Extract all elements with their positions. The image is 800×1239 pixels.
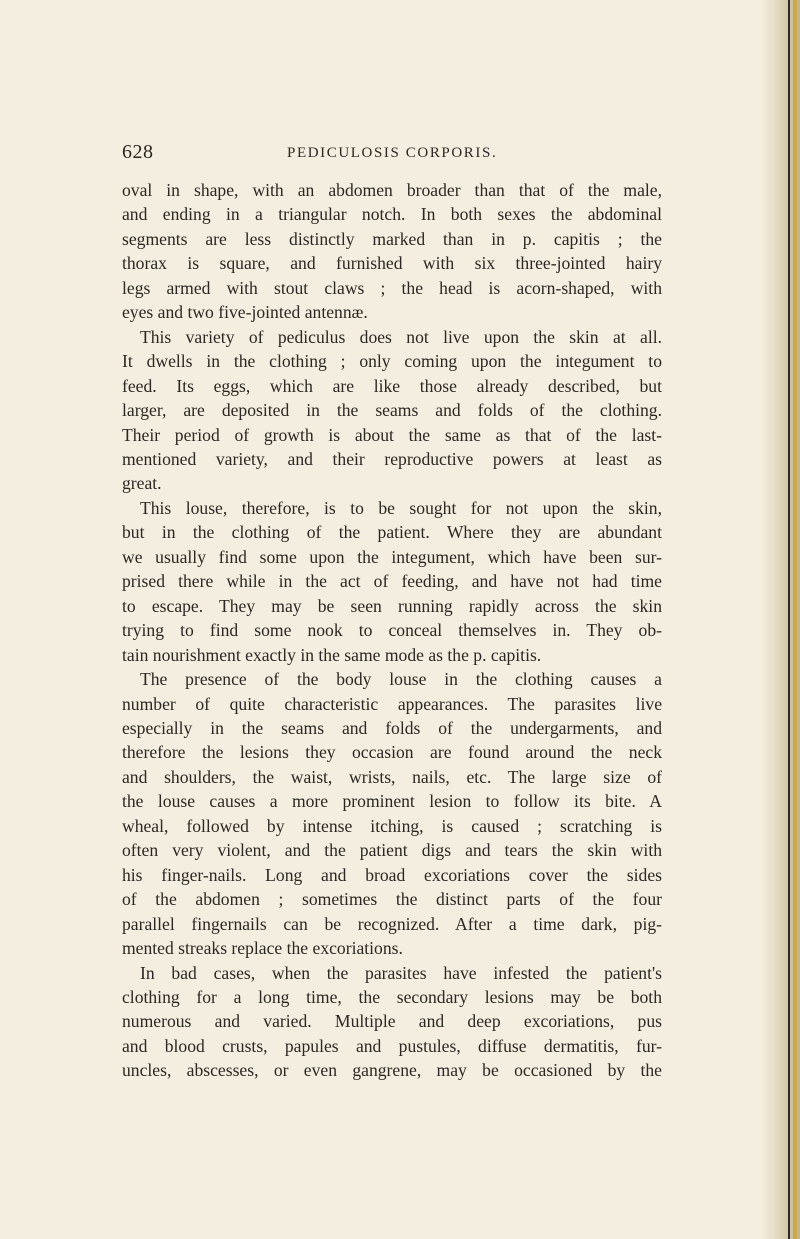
text-line: numerous and varied. Multiple and deep excoriations, pus bbox=[122, 1011, 662, 1032]
text-line: the louse causes a more prominent lesion to follow its bite. A bbox=[122, 791, 662, 812]
text-line: often very violent, and the patient digs and tears the skin with bbox=[122, 840, 662, 861]
text-line: and ending in a triangular notch. In both sexes the abdominal bbox=[122, 204, 662, 225]
text-line: great. bbox=[122, 473, 162, 494]
paragraph bbox=[122, 178, 662, 325]
text-line: uncles, abscesses, or even gangrene, may be occasioned by the bbox=[122, 1060, 662, 1081]
text-line: especially in the seams and folds of the undergarments, and bbox=[122, 717, 662, 738]
text-line: we usually find some upon the integument, which have been sur- bbox=[122, 546, 662, 567]
binding-edge bbox=[788, 0, 790, 1239]
text-line: to escape. They may be seen running rapidly across the skin bbox=[122, 595, 662, 616]
text-line: mented streaks replace the excoriations. bbox=[122, 938, 403, 959]
binding-edge-gilt bbox=[793, 0, 797, 1239]
text-line: mentioned variety, and their reproductive powers at least as bbox=[122, 448, 662, 469]
text-line: feed. Its eggs, which are like those already described, but bbox=[122, 375, 662, 396]
text-line: tain nourishment exactly in the same mode as the p. capitis. bbox=[122, 644, 542, 665]
text-line: therefore the lesions they occasion are found around the neck bbox=[122, 742, 662, 763]
running-head: PEDICULOSIS CORPORIS. bbox=[287, 145, 498, 161]
text-line: This louse, therefore, is to be sought for not upon the skin, bbox=[140, 497, 662, 518]
text-line: Their period of growth is about the same as that of the last- bbox=[122, 424, 662, 445]
text-line: but in the clothing of the patient. Where they are abundant bbox=[122, 522, 662, 543]
text-line: wheal, followed by intense itching, is caused ; scratching is bbox=[122, 815, 662, 836]
text-line: The presence of the body louse in the clothing causes a bbox=[140, 669, 662, 690]
text-line: It dwells in the clothing ; only coming upon the integument to bbox=[122, 351, 662, 372]
page-number: 628 bbox=[122, 141, 154, 163]
text-line: legs armed with stout claws ; the head is acorn-shaped, with bbox=[122, 277, 662, 298]
text-line: This variety of pediculus does not live upon the skin at all. bbox=[140, 326, 662, 347]
text-line: trying to find some nook to conceal themselves in. They ob- bbox=[122, 620, 662, 641]
text-line: thorax is square, and furnished with six three-jointed hairy bbox=[122, 253, 662, 274]
paragraph bbox=[122, 496, 662, 667]
text-line: In bad cases, when the parasites have infested the patient's bbox=[140, 962, 662, 983]
text-line: parallel fingernails can be recognized. After a time dark, pig- bbox=[122, 913, 662, 934]
text-line: and shoulders, the waist, wrists, nails, etc. The large size of bbox=[122, 766, 662, 787]
text-line: of the abdomen ; sometimes the distinct parts of the four bbox=[122, 889, 662, 910]
paragraph bbox=[122, 961, 662, 1083]
body-text bbox=[122, 178, 662, 1083]
text-line: and blood crusts, papules and pustules, diffuse dermatitis, fur- bbox=[122, 1035, 662, 1056]
text-line: segments are less distinctly marked than in p. capitis ; the bbox=[122, 228, 662, 249]
text-line: his finger-nails. Long and broad excoriations cover the sides bbox=[122, 864, 662, 885]
paragraph bbox=[122, 325, 662, 496]
text-line: clothing for a long time, the secondary lesions may be both bbox=[122, 986, 662, 1007]
page-header bbox=[122, 141, 642, 167]
text-line: eyes and two five-jointed antennæ. bbox=[122, 302, 368, 323]
text-line: prised there while in the act of feeding, and have not had time bbox=[122, 571, 662, 592]
text-line: number of quite characteristic appearances. The parasites live bbox=[122, 693, 662, 714]
text-line: larger, are deposited in the seams and folds of the clothing. bbox=[122, 400, 662, 421]
text-line: oval in shape, with an abdomen broader than that of the male, bbox=[122, 180, 662, 200]
paragraph bbox=[122, 667, 662, 960]
